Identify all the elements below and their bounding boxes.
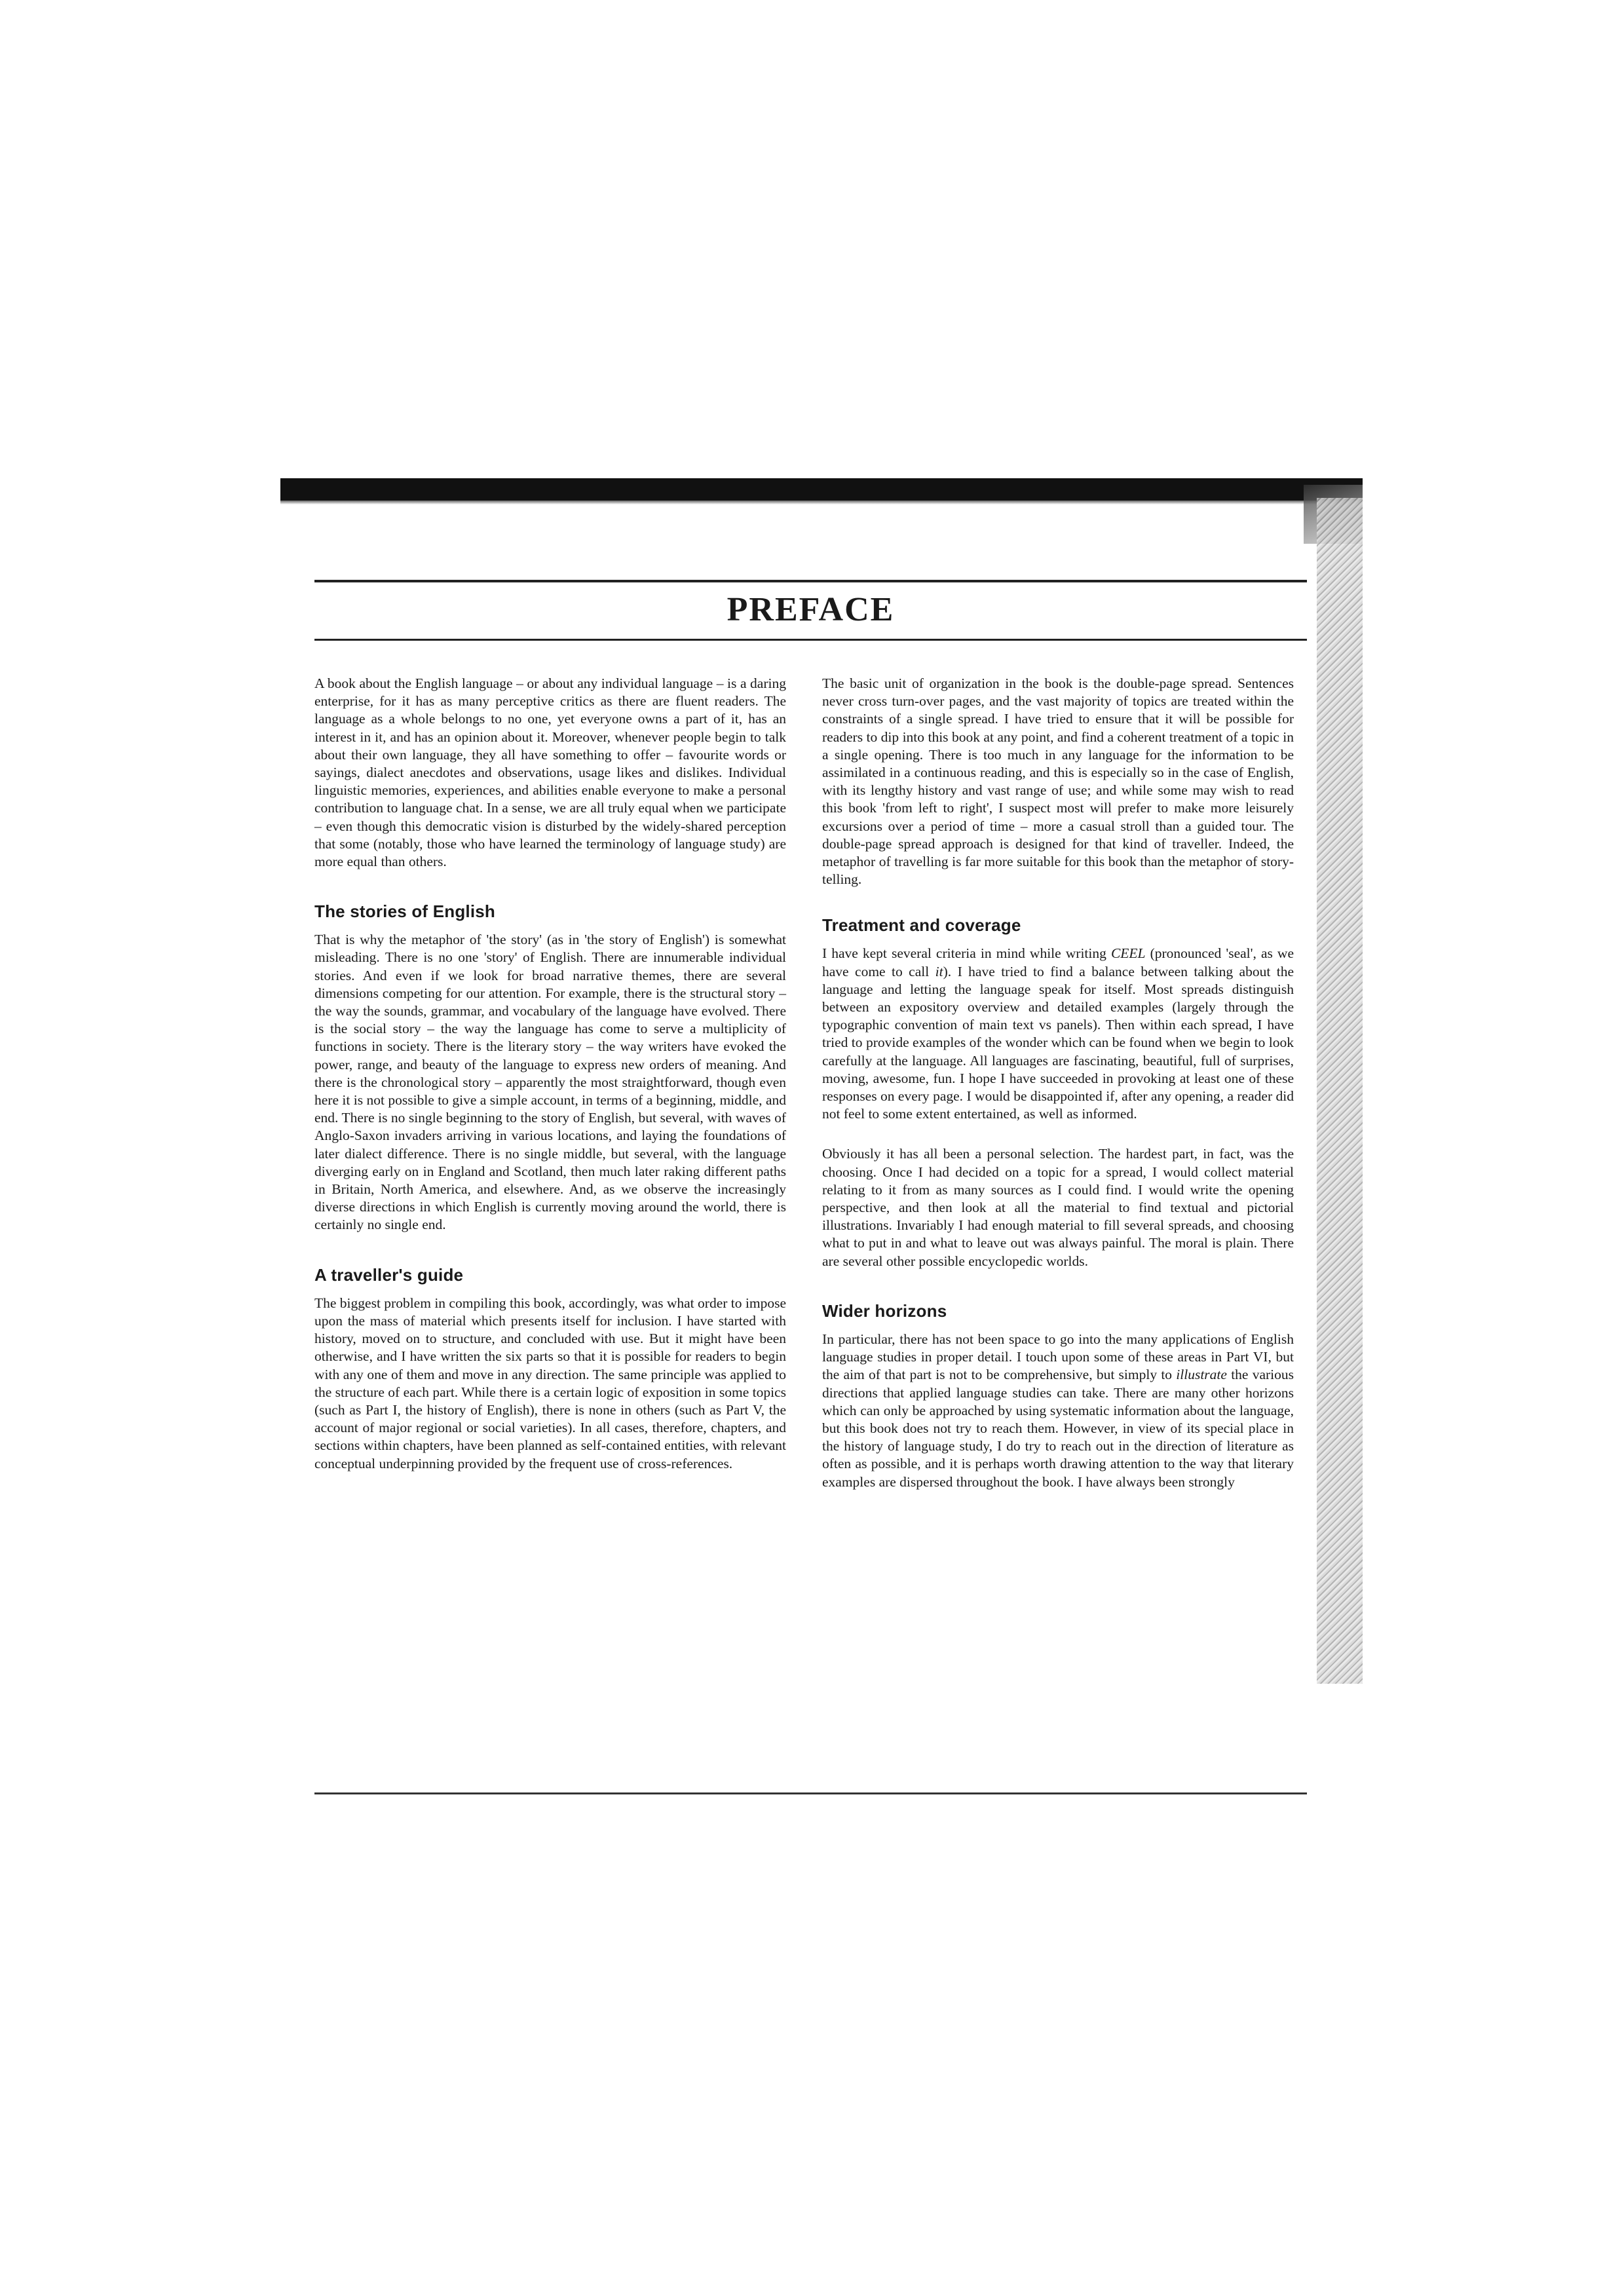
scan-edge-strip xyxy=(1317,498,1363,1684)
page-bottom-rule xyxy=(314,1792,1307,1794)
page-top-band xyxy=(280,478,1363,501)
treatment-paragraph xyxy=(822,945,1294,1123)
stories-paragraph: That is why the metaphor of 'the story' (as in 'the story of English') is somewhat misleading. There is no one 'story' of English. There are innumerable individual stories. And even if we look for broad narrative themes, there are several dimensions competing for our attention. For example, there is the structural story – the way the sounds, grammar, and vocabulary of the language have evolved. There is the social story – the way the language has come to serve a multiplicity of functions in society. There is the literary story – the way writers have evoked the power, range, and beauty of the language to express new orders of meaning. And there is the chronological story – apparently the most straightforward, though even here it is not possible to give a simple account, in terms of a beginning, middle, and end. There is no single beginning to the story of English, but several, with waves of Anglo-Saxon invaders arriving in various locations, and laying the foundations of later dialect difference. There is no single middle, but several, with the language diverging early on in England and Scotland, then much later raking different paths in Britain, North America, and elsewhere. And, as we observe the increasingly diverse directions in which English is currently moving around the world, there is certainly no single end. xyxy=(314,932,786,1233)
treatment-text-c: ). I have tried to find a balance between talking about the language and letting the language speak for itself. Most spreads distinguish between an expository overview and detailed examples (largely through the typographic convention of main text vs panels). Then within each spread, I have tried to provide examples of the wonder which can be found when we begin to look carefully at the language. All languages are fascinating, beautiful, full of surprises, moving, awesome, fun. I hope I have succeeded in provoking at least one of these responses on every page. I would be disappointed if, after any opening, a reader did not feel to some extent entertained, as well as informed. xyxy=(822,963,1294,1122)
horizons-paragraph xyxy=(822,1331,1294,1491)
travellers-guide-paragraph: The biggest problem in compiling this book, accordingly, was what order to impose upon the mass of material which presents itself for inclusion. I have started with history, moved on to structure, and concluded with use. But it might have been otherwise, and I have written the six parts so that it is possible for readers to begin with any one of them and move in any direction. The same principle was applied to the structure of each part. While there is a certain logic of exposition in some topics (such as Part I, the history of English), there is none in others (such as Part V, the account of major regional or social varieties). In all cases, therefore, chapters, and sections within chapters, have been planned as self-contained entities, with relevant conceptual underpinning provided by the frequent use of cross-references. xyxy=(314,1295,786,1471)
selection-paragraph: Obviously it has all been a personal selection. The hardest part, in fact, was the choosing. Once I had decided on a topic for a spread, I would collect material relating to it from as many sources as I could find. I would write the opening perspective, and then look at all the material to find textual and pictorial illustrations. Invariably I had enough material to fill several spreads, and choosing what to put in and what to leave out was always painful. The moral is plain. There are several other possible encyclopedic worlds. xyxy=(822,1146,1294,1269)
horizons-text-b: the various directions that applied language studies can take. There are many other horizons which can only be approached by using systematic information about the language, but this book does not try to reach them. However, in view of its special place in the history of language study, I do try to reach out in the direction of literature as often as possible, and it is perhaps worth drawing attention to the way that literary examples are dispersed throughout the book. I have always been strongly xyxy=(822,1367,1294,1490)
page-title: PREFACE xyxy=(727,591,895,628)
right-column xyxy=(822,675,1294,1491)
section-heading-treatment: Treatment and coverage xyxy=(822,915,1021,936)
treatment-it: it xyxy=(935,963,943,979)
horizons-text-a: In particular, there has not been space to go into the many applications of English language studies in proper detail. I touch upon some of these areas in Part VI, but the aim of that part is not to be comprehensive, but simply to xyxy=(822,1331,1294,1383)
organization-paragraph: The basic unit of organization in the book is the double-page spread. Sentences never cross turn-over pages, and the vast majority of topics are treated within the constraints of a single spread. I have tried to ensure that it will be possible for readers to dip into this book at any point, and find a coherent treatment of a topic in a single opening. There is too much in any language for the information to be assimilated in a continuous reading, and this is especially so in the case of English, with its lengthy history and vast range of use; and while some may wish to read this book 'from left to right', I suspect most will prefer to make more leisurely excursions over a period of time – more a casual stroll than a guided tour. The double-page spread approach is designed for that kind of traveller. Indeed, the metaphor of travelling is far more suitable for this book than the metaphor of story-telling. xyxy=(822,675,1294,888)
ceel-abbreviation: CEEL xyxy=(1110,945,1146,962)
treatment-text-b: (pronounced 'seal', as we have come to call xyxy=(822,945,1294,979)
section-heading-wider-horizons: Wider horizons xyxy=(822,1300,947,1321)
intro-paragraph: A book about the English language – or about any individual language – is a daring enterprise, for it has as many perceptive critics as there are fluent readers. The language as a whole belongs to no one, yet everyone owns a part of it, has an interest in it, and has an opinion about it. Moreover, whenever people begin to talk about their own language, they all have something to offer – favourite words or sayings, dialect anecdotes and observations, usage likes and dislikes. Individual linguistic memories, experiences, and abilities enable everyone to make a personal contribution to language chat. In a sense, we are all truly equal when we participate – even though this democratic vision is disturbed by the widely-shared perception that some (notably, those who have learned the terminology of language study) are more equal than others. xyxy=(314,675,786,870)
treatment-text-a: I have kept several criteria in mind while writing xyxy=(822,945,1111,962)
left-column xyxy=(314,675,786,1473)
section-heading-stories: The stories of English xyxy=(314,901,495,922)
title-bottom-rule xyxy=(314,639,1307,641)
section-heading-travellers-guide: A traveller's guide xyxy=(314,1264,464,1285)
horizons-illustrate: illustrate xyxy=(1176,1367,1227,1383)
